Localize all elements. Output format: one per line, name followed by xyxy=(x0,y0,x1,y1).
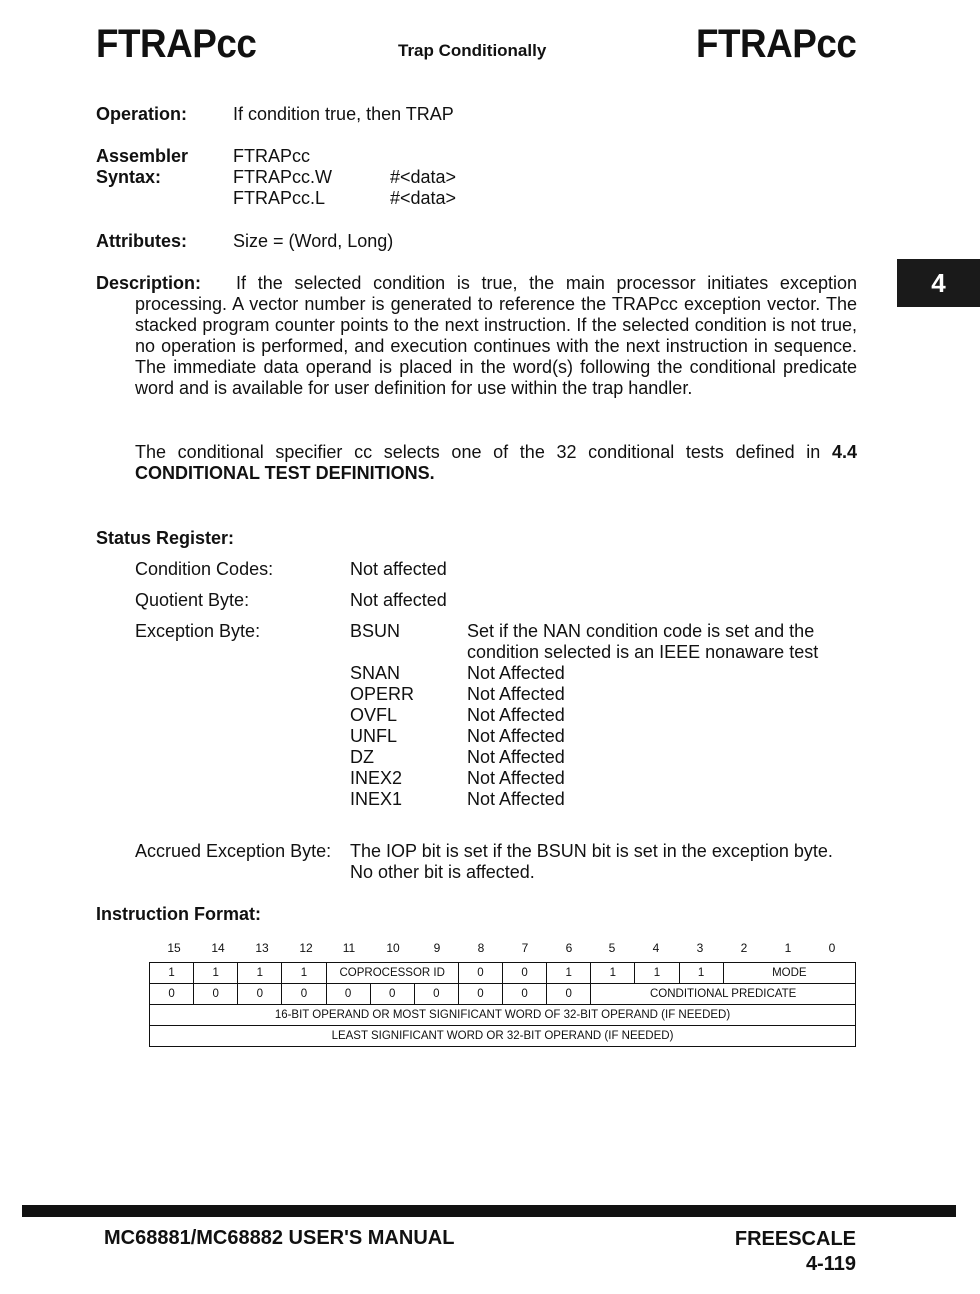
exception-bit-name: OPERR xyxy=(350,684,415,704)
exception-bit-row xyxy=(350,747,818,768)
syntax-operand: #<data> xyxy=(390,188,457,208)
instruction-format-label: Instruction Format: xyxy=(96,904,261,924)
format-cell: 0 xyxy=(458,984,502,1005)
exception-bit-desc: Not Affected xyxy=(467,789,565,809)
bit-number: 4 xyxy=(652,941,660,955)
exception-bit-row xyxy=(350,642,818,663)
format-row-opword xyxy=(150,963,856,984)
condition-codes-value: Not affected xyxy=(350,559,447,579)
footer-rule xyxy=(22,1205,956,1217)
accrued-label: Accrued Exception Byte: xyxy=(135,841,332,861)
format-cell: 16-BIT OPERAND OR MOST SIGNIFICANT WORD OF 32-BIT OPERAND (IF NEEDED) xyxy=(150,1005,856,1026)
footer-right xyxy=(735,1227,856,1277)
format-cell: 1 xyxy=(679,963,723,984)
format-cell: CONDITIONAL PREDICATE xyxy=(591,984,856,1005)
format-cell: 0 xyxy=(150,984,194,1005)
syntax-mnemonic: FTRAPcc.L xyxy=(233,188,326,208)
assembler-syntax-lines xyxy=(233,146,456,209)
format-cell: 1 xyxy=(282,963,326,984)
operation-text: If condition true, then TRAP xyxy=(233,104,454,124)
bit-number: 0 xyxy=(828,941,836,955)
format-row-operand-low xyxy=(150,1026,856,1047)
bit-number: 7 xyxy=(521,941,529,955)
format-cell: 1 xyxy=(591,963,635,984)
assembler-syntax-label xyxy=(96,146,188,188)
bit-number: 8 xyxy=(477,941,485,955)
quotient-byte-label: Quotient Byte: xyxy=(135,590,250,610)
format-cell: COPROCESSOR ID xyxy=(326,963,458,984)
exception-bit-row xyxy=(350,684,818,705)
format-cell: 0 xyxy=(547,984,591,1005)
chapter-tab: 4 xyxy=(897,259,980,307)
bit-number: 6 xyxy=(565,941,573,955)
format-cell: 0 xyxy=(282,984,326,1005)
accrued-line2: No other bit is affected. xyxy=(350,862,535,882)
instruction-format-table xyxy=(149,962,856,1047)
exception-bit-desc: Not Affected xyxy=(467,705,565,725)
format-cell: 0 xyxy=(414,984,458,1005)
format-cell: 1 xyxy=(194,963,238,984)
format-row-operand-high xyxy=(150,1005,856,1026)
format-cell: 1 xyxy=(547,963,591,984)
exception-bit-row xyxy=(350,705,818,726)
bit-number: 1 xyxy=(784,941,792,955)
exception-bit-desc: Not Affected xyxy=(467,684,565,704)
footer-manual-title: MC68881/MC68882 USER'S MANUAL xyxy=(104,1227,455,1249)
bit-number: 13 xyxy=(255,941,269,955)
exception-bit-row xyxy=(350,768,818,789)
description-text-first: If the selected condition is true, the main processor initiates exception xyxy=(236,273,857,293)
exception-bit-name: INEX1 xyxy=(350,789,403,809)
syntax-operand: #<data> xyxy=(390,167,457,187)
format-cell: MODE xyxy=(723,963,855,984)
format-cell: 0 xyxy=(326,984,370,1005)
exception-bit-row xyxy=(350,789,818,810)
syntax-mnemonic: FTRAPcc xyxy=(233,146,311,166)
bit-number: 9 xyxy=(433,941,441,955)
assembler-label-line1: Assembler xyxy=(96,146,189,166)
description-para2-ref: 4.4 CONDITIONAL TEST DEFINITIONS. xyxy=(135,442,857,483)
bit-number: 15 xyxy=(167,941,181,955)
exception-byte-label: Exception Byte: xyxy=(135,621,261,641)
attributes-label: Attributes: xyxy=(96,231,187,251)
format-cell: LEAST SIGNIFICANT WORD OR 32-BIT OPERAND (IF NEEDED) xyxy=(150,1026,856,1047)
format-cell: 0 xyxy=(458,963,502,984)
exception-bit-desc: Not Affected xyxy=(467,726,565,746)
format-cell: 0 xyxy=(370,984,414,1005)
format-cell: 1 xyxy=(150,963,194,984)
bit-number: 5 xyxy=(608,941,616,955)
exception-bit-row xyxy=(350,621,818,642)
status-register-label: Status Register: xyxy=(96,528,235,548)
format-cell: 1 xyxy=(238,963,282,984)
syntax-line xyxy=(233,146,456,167)
syntax-line xyxy=(233,167,456,188)
exception-bit-row xyxy=(350,663,818,684)
exception-bit-row xyxy=(350,726,818,747)
footer-company: FREESCALE xyxy=(734,1228,856,1250)
format-cell: 0 xyxy=(194,984,238,1005)
accrued-line1: The IOP bit is set if the BSUN bit is set in the exception byte. xyxy=(350,841,833,861)
format-cell: 0 xyxy=(503,984,547,1005)
exception-bit-name: DZ xyxy=(350,747,374,767)
exception-byte-bits xyxy=(350,621,818,810)
exception-bit-desc: Not Affected xyxy=(467,768,565,788)
description-label: Description: xyxy=(96,273,202,293)
header-mnemonic-right: FTRAPcc xyxy=(696,22,857,66)
bit-number: 11 xyxy=(342,941,356,955)
header-mnemonic-left: FTRAPcc xyxy=(96,22,257,66)
description-continuation: processing. A vector number is generated to reference the TRAPcc exception vector. The stacked program counter points to the next instruction. If the selected condition is not true, no operation is performed, and execution continues with the next instruction in sequence. The immediate data operand is placed in the word(s) following the conditional predicate word and is available for user definition for use within the trap handler. xyxy=(135,294,857,398)
exception-bit-desc: condition selected is an IEEE nonaware test xyxy=(467,642,819,662)
exception-bit-name: OVFL xyxy=(350,705,398,725)
quotient-byte-value: Not affected xyxy=(350,590,447,610)
assembler-label-line2: Syntax: xyxy=(96,167,162,187)
accrued-text xyxy=(350,841,833,883)
format-cell: 0 xyxy=(238,984,282,1005)
description-first-line xyxy=(96,273,857,294)
attributes-text: Size = (Word, Long) xyxy=(233,231,394,251)
bit-number: 10 xyxy=(386,941,400,955)
syntax-mnemonic: FTRAPcc.W xyxy=(233,167,332,187)
exception-bit-desc: Not Affected xyxy=(467,663,565,683)
exception-bit-name: SNAN xyxy=(350,663,401,683)
description-para2-text: The conditional specifier cc selects one of the 32 conditional tests defined in xyxy=(135,442,832,462)
exception-bit-desc: Not Affected xyxy=(467,747,565,767)
condition-codes-label: Condition Codes: xyxy=(135,559,274,579)
exception-bit-desc: Set if the NAN condition code is set and the xyxy=(467,621,815,641)
exception-bit-name: BSUN xyxy=(350,621,401,641)
bit-number: 3 xyxy=(696,941,704,955)
format-cell: 0 xyxy=(503,963,547,984)
description-para2 xyxy=(135,442,857,484)
bit-number: 12 xyxy=(299,941,313,955)
bit-number-row xyxy=(150,941,856,957)
operation-label: Operation: xyxy=(96,104,188,124)
bit-number: 14 xyxy=(211,941,225,955)
format-row-predicate xyxy=(150,984,856,1005)
syntax-line xyxy=(233,188,456,209)
footer-page-number: 4-119 xyxy=(805,1253,856,1275)
exception-bit-name: INEX2 xyxy=(350,768,403,788)
exception-bit-name: UNFL xyxy=(350,726,398,746)
header-subtitle: Trap Conditionally xyxy=(398,41,547,60)
bit-number: 2 xyxy=(740,941,748,955)
format-cell: 1 xyxy=(635,963,679,984)
